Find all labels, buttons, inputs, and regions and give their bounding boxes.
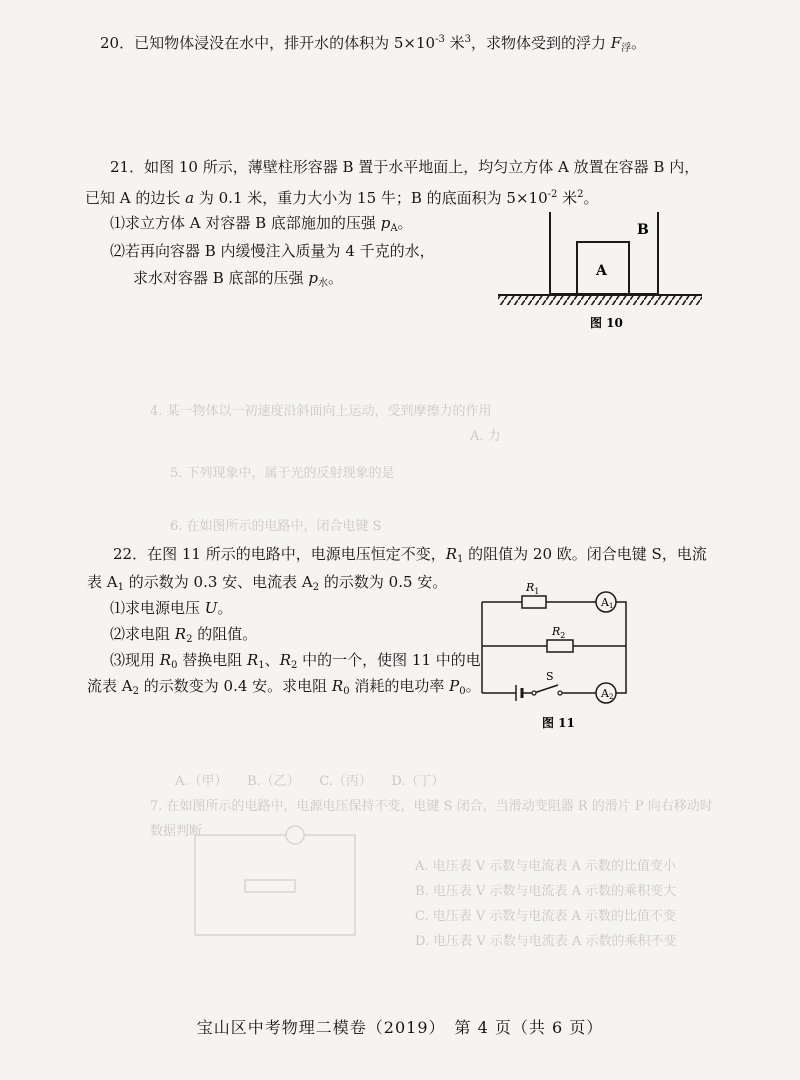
r2-label: $R_2$: [552, 625, 566, 640]
q22-line-2: 表 $A_1$ 的示数为 0.3 安、电流表 $A_2$ 的示数为 0.5 安。: [87, 573, 448, 593]
q21-part-2-line-1: ⑵若再向容器 B 内缓慢注入质量为 4 千克的水，: [110, 242, 435, 260]
label-a: A: [596, 263, 607, 279]
q21-part-1: ⑴求立方体 A 对容器 B 底部施加的压强 $p_A$。: [110, 214, 413, 234]
svg-text:A1: A1: [601, 596, 614, 610]
switch-s: [532, 670, 562, 695]
page-footer: 宝山区中考物理二模卷（2019） 第 4 页（共 6 页）: [196, 1018, 604, 1037]
figure-11-caption: 图 11: [542, 716, 575, 730]
q22-part-1: ⑴求电源电压 U。: [110, 599, 233, 617]
ammeter-a1: [596, 592, 616, 612]
figure-10-caption: 图 10: [590, 316, 623, 330]
q22-part-3-cont: 流表 $A_2$ 的示数变为 0.4 安。求电阻 $R_0$ 消耗的电功率 $P_0$。: [87, 677, 481, 697]
ammeter-a2: [596, 683, 616, 703]
q22-part-3: ⑶现用 $R_0$ 替换电阻 $R_1$、$R_2$ 中的一个，使图 11 中的电: [110, 651, 481, 671]
resistor-r1: [522, 596, 546, 608]
resistor-r2: [547, 640, 573, 652]
q21-part-2-line-2: 求水对容器 B 底部的压强 $p_水$。: [133, 269, 343, 289]
battery: [516, 685, 522, 701]
label-b: B: [637, 222, 649, 238]
ground: [498, 295, 702, 305]
exam-page: A. 力 4. 某一物体以一初速度沿斜面向上运动，受到摩擦力的作用 5. 下列现象中，属于光的反射现象的是 6. 在如图所示的电路中，闭合电键 S A.（甲） B.（乙） C.（丙） D.（丁） 7. 在如图所示的电路中，电源电压保持不变，电键 S 闭合，当滑动变阻器 R 的滑片 P 向右移动时 数据判断 A. 电压表 V 示数与电流表 A 示数的比值变小 B. 电压表 V 示数与电流表 A 示数的乘积变大 C. 电压表 V 示数与电流表 A 示数的比值不变 D. 电压表 V 示数与电流表 A 示数的乘积不变 20．已知物体浸没在水中，排开水的体积为 $5\times 10^{-3}$ 米$^3$，求物体受到的浮力 $F_浮$。 21．如图 10 所示，薄壁柱形容器 B 置于水平地面上，均匀立方体 A 放置在容器 B 内， 已知 A 的边长 a 为 0.1 米，重力大小为 15 牛；B 的底面积为 $5\times 10^{-2}$ 米$^2$。 ⑴求立方体 A 对容器 B 底部施加的压强 $p_A$。 ⑵若再向容器 B 内缓慢注入质量为 4 千克的水， 求水对容器 B 底部的压强 $p_水$。 A B 图 10 22．在图 11 所示的电路中，电源电压恒定不变，$R_1$ 的阻值为 20 欧。闭合电键 S，电流 表 $A_1$ 的示数为 0.3 安、电流表 $A_2$ 的示数为 0.5 安。 ⑴求电源电压 U。 ⑵求电阻 $R_2$ 的阻值。 ⑶现用 $R_0$ 替换电阻 $R_1$、$R_2$ 中的一个，使图 11 中的电 流表 $A_2$ 的示数变为 0.4 安。求电阻 $R_0$ 消耗的电功率 $P_0$。 $R_1$ $R_2$ S A1 A2 图 11 宝山区中考物理二模卷（2019） 第 4 页（共 6 页）: [0, 0, 800, 1080]
figure-11: [470, 580, 650, 740]
r1-label: $R_1$: [526, 581, 540, 596]
q21-line-1: 21．如图 10 所示，薄壁柱形容器 B 置于水平地面上，均匀立方体 A 放置在容器 B 内，: [110, 158, 700, 176]
figure-10: [490, 210, 715, 335]
q21-line-2: 已知 A 的边长 a 为 0.1 米，重力大小为 15 牛；B 的底面积为 $5\times 10^{-2}$ 米$^2$。: [85, 189, 599, 207]
svg-text:S: S: [546, 670, 554, 683]
bleed-circuit: [185, 825, 365, 945]
q22-line-1: 22．在图 11 所示的电路中，电源电压恒定不变，$R_1$ 的阻值为 20 欧。闭合电键 S，电流: [113, 545, 707, 565]
question-20: 20．已知物体浸没在水中，排开水的体积为 $5\times 10^{-3}$ 米$^3$，求物体受到的浮力 $F_浮$。: [100, 34, 647, 54]
svg-text:A2: A2: [601, 687, 614, 701]
q22-part-2: ⑵求电阻 $R_2$ 的阻值。: [110, 625, 258, 645]
